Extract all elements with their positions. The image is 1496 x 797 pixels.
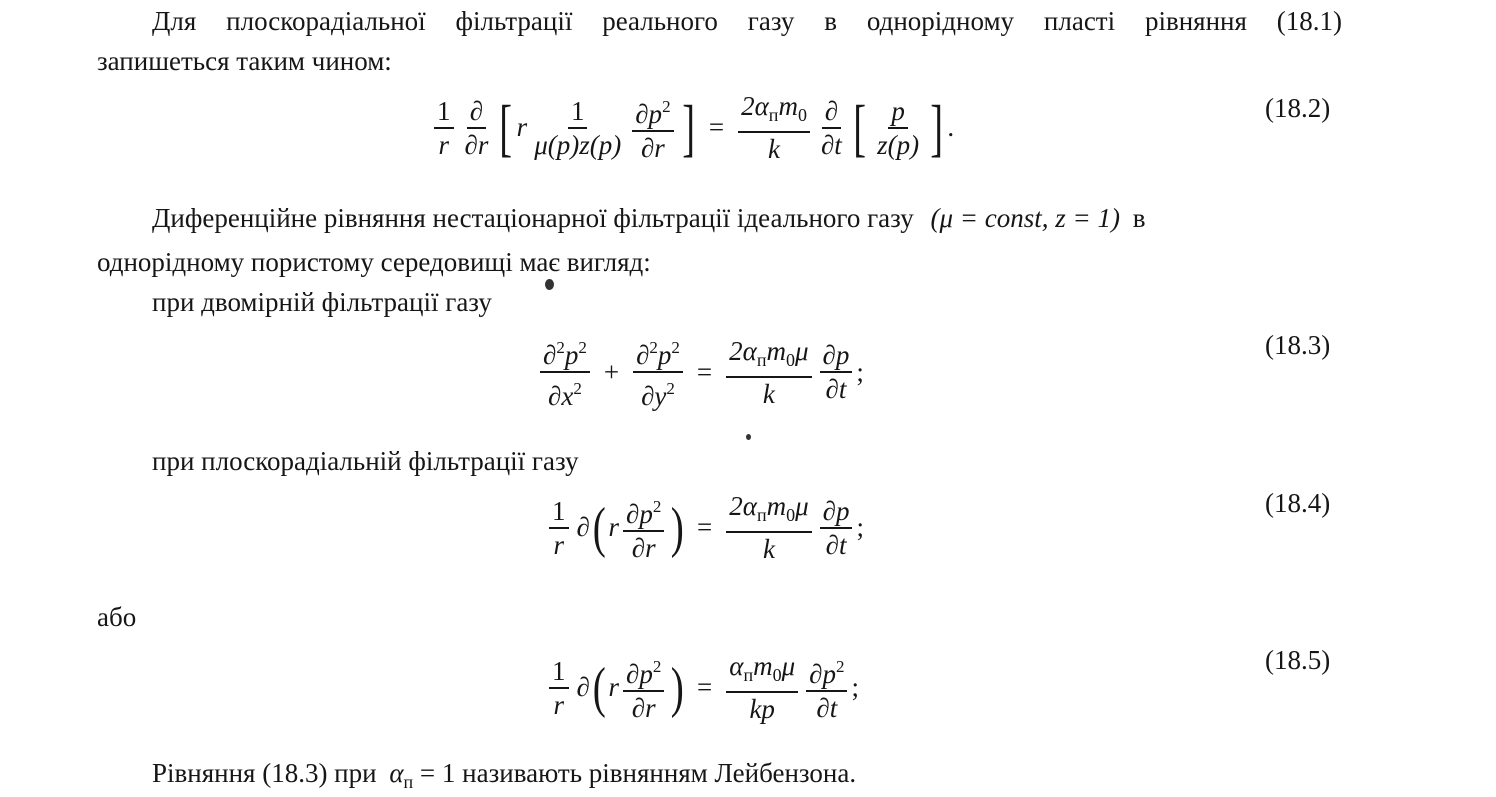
eq-frac-dp-dt: $\frac{\partial p}{\partial t}$ (820, 339, 853, 405)
paragraph-1-line-2: запишеться таким чином: (97, 46, 392, 76)
paragraph-2-line-2: однорідному пористому середовищі має вигляд: (97, 247, 651, 277)
paragraph-2-line-1: Диференційне рівняння нестаціонарної фільтрації ідеального газу (μ = const, z = 1) в (152, 203, 1146, 233)
paragraph-4: при плоскорадіальній фільтрації газу (152, 446, 579, 476)
paragraph-6: Рівняння (18.3) при $\alpha_п = 1$ називають рівнянням Лейбензона. (152, 758, 857, 792)
paragraph-5: або (97, 602, 137, 632)
eq-frac-2alpha-m-mu-over-k-2: $\frac{2\alpha_пm_0\mu}{k}$ (726, 490, 811, 565)
scan-speck (746, 434, 751, 440)
eq-frac-dp2-dr-3: $\frac{\partial p^2}{\partial r}$ (623, 651, 664, 724)
paragraph-3: при двомірній фільтрації газу (152, 287, 492, 317)
scan-speck (545, 279, 554, 290)
paragraph-1-line-1: Для плоскорадіальної фільтрації реального газу в однорідному пласті рівняння (18.1) (152, 6, 1342, 36)
equation-18-4: $\frac{1}{r}$ ∂ ( r $\frac{\partial p^2}{\partial r}$ ) = $\frac{2\alpha_пm_0\mu}{k}$ $\frac{\partial p}{\partial t}$ ; (545, 490, 864, 565)
eq-frac-dp-dt-2: $\frac{\partial p}{\partial t}$ (820, 495, 853, 561)
eq-frac-1-over-mu-z: $\frac{1}{\mu(p)z(p)}$ (534, 95, 622, 160)
eq-frac-1-over-r-3: $\frac{1}{r}$ (549, 655, 569, 721)
eq-frac-dp2-dr: $\frac{\partial p^2}{\partial r}$ (632, 91, 673, 164)
eq-frac-d-dr: $\frac{\partial}{\partial r}$ (464, 95, 489, 160)
equation-number-18-2: (18.2) (1265, 93, 1331, 123)
equation-18-5: $\frac{1}{r}$ ∂ ( r $\frac{\partial p^2}{\partial r}$ ) = $\frac{\alpha_пm_0\mu}{kp}$ $\frac{\partial p^2}{\partial t}$ ; (545, 650, 859, 725)
equation-18-2: $\frac{1}{r}$ $\frac{\partial}{\partial r}$ [ r $\frac{1}{\mu(p)z(p)}$ $\frac{\partial p^2}{\partial r}$ ] = $\frac{2\alpha_пm_0}{k}$ $\frac{\partial}{\partial t}$ [ $\frac{p}{z(p)}$ ] . (430, 90, 954, 165)
eq-frac-alpha-m-mu-over-kp: $\frac{\alpha_пm_0\mu}{kp}$ (726, 650, 798, 725)
eq-frac-2alpha-m-over-k: $\frac{2\alpha_пm_0}{k}$ (738, 90, 810, 165)
eq-frac-p-over-z: $\frac{p}{z(p)}$ (877, 95, 920, 160)
equation-number-18-3: (18.3) (1265, 330, 1331, 360)
equation-18-3: $\frac{\partial^2p^2}{\partial x^2}$ + $\frac{\partial^2p^2}{\partial y^2}$ = $\frac{2\alpha_пm_0\mu}{k}$ $\frac{\partial p}{\partial t}$ ; (536, 332, 864, 412)
eq-frac-2alpha-m-mu-over-k: $\frac{2\alpha_пm_0\mu}{k}$ (726, 335, 811, 410)
eq-frac-1-over-r: $\frac{1}{r}$ (434, 95, 454, 161)
eq-frac-d-dt: $\frac{\partial}{\partial t}$ (820, 95, 842, 160)
eq-frac-d2p2-dx2: $\frac{\partial^2p^2}{\partial x^2}$ (540, 332, 590, 412)
eq-frac-d2p2-dy2: $\frac{\partial^2p^2}{\partial y^2}$ (633, 332, 683, 412)
eq-frac-dp2-dt: $\frac{\partial p^2}{\partial t}$ (806, 651, 847, 724)
eq-frac-1-over-r-2: $\frac{1}{r}$ (549, 495, 569, 561)
equation-number-18-5: (18.5) (1265, 645, 1331, 675)
eq-frac-dp2-dr-2: $\frac{\partial p^2}{\partial r}$ (623, 491, 664, 564)
equation-number-18-4: (18.4) (1265, 488, 1331, 518)
